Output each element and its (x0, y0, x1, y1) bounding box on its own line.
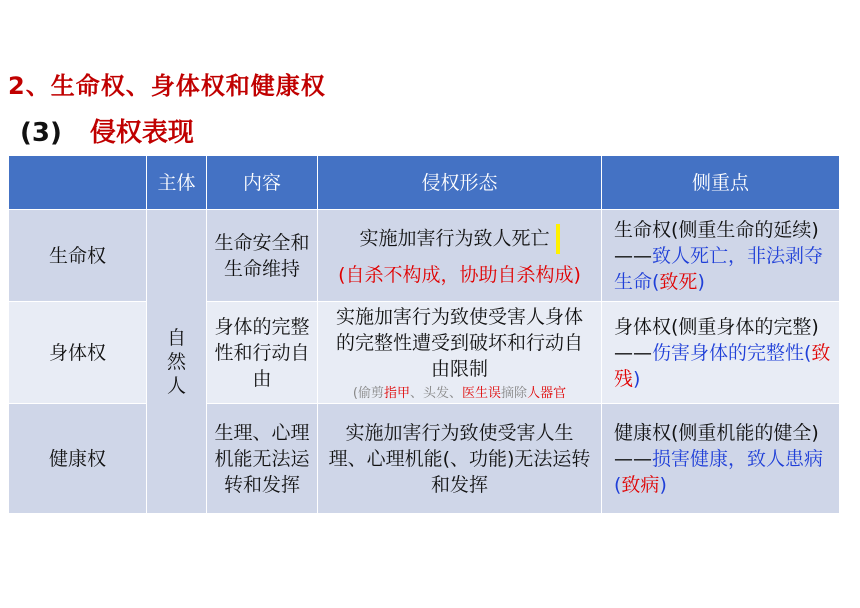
note-part: 医生误 (462, 385, 502, 401)
header-focus: 侧重点 (602, 156, 840, 210)
table-row-body (9, 302, 840, 404)
section-heading: 2、生命权、身体权和健康权 (8, 72, 326, 100)
right-name: 生命权 (9, 210, 147, 302)
subject-text: 自然人 (166, 326, 186, 397)
focus-close: ) (697, 270, 705, 293)
form-cell (318, 210, 602, 302)
form-text: 实施加害行为致使受害人生理、心理机能(、功能)无法运转和发挥 (328, 421, 591, 496)
focus-cell (602, 302, 840, 404)
focus-label: 身体权(侧重身体的完整)—— (614, 315, 819, 364)
note-part: 人器官 (527, 385, 567, 401)
focus-close: ) (659, 473, 667, 496)
table-row-life (9, 210, 840, 302)
focus-desc: 损害健康，致人患病( (614, 447, 824, 496)
header-subject: 主体 (147, 156, 207, 210)
note-part: 指甲 (384, 385, 411, 401)
form-note (318, 386, 601, 402)
focus-cell (602, 404, 840, 514)
content-cell (207, 210, 318, 302)
focus-result: 致死 (659, 270, 698, 293)
focus-result: 致病 (621, 473, 660, 496)
content-text: 生理、心理机能无法运转和发挥 (214, 421, 310, 496)
subsection-number: (3) (20, 118, 62, 148)
content-text: 生命安全和生命维持 (214, 231, 310, 280)
subject-cell (147, 210, 207, 514)
table-row-health (9, 404, 840, 514)
header-content: 内容 (207, 156, 318, 210)
table-header-row (9, 156, 840, 210)
right-name: 健康权 (9, 404, 147, 514)
focus-close: ) (633, 367, 641, 390)
form-text (318, 224, 601, 254)
form-note: (自杀不构成，协助自杀构成) (338, 263, 581, 286)
focus-label: 生命权(侧重生命的延续)—— (614, 218, 819, 267)
content-cell (207, 404, 318, 514)
note-part: 、头发、 (410, 385, 463, 401)
right-name: 身体权 (9, 302, 147, 404)
subsection-heading (20, 112, 194, 149)
note-part: 摘除 (501, 385, 528, 401)
note-part: (偷剪 (352, 385, 384, 401)
header-empty (9, 156, 147, 210)
form-main: 实施加害行为致人死亡 (359, 227, 550, 249)
focus-cell (602, 210, 840, 302)
form-cell (318, 302, 602, 404)
subsection-title: 侵权表现 (89, 118, 194, 148)
focus-desc: 伤害身体的完整性( (652, 341, 812, 364)
focus-desc: 致人死亡，非法剥夺生命( (614, 244, 824, 293)
focus-result: 致残 (614, 341, 831, 390)
content-cell (207, 302, 318, 404)
rights-table (8, 155, 840, 514)
form-text: 实施加害行为致使受害人身体的完整性遭受到破坏和行动自由限制 (335, 305, 583, 380)
highlight-mark (556, 224, 560, 254)
form-cell (318, 404, 602, 514)
header-form: 侵权形态 (318, 156, 602, 210)
content-text: 身体的完整性和行动自由 (214, 315, 310, 390)
focus-label: 健康权(侧重机能的健全)—— (614, 421, 819, 470)
